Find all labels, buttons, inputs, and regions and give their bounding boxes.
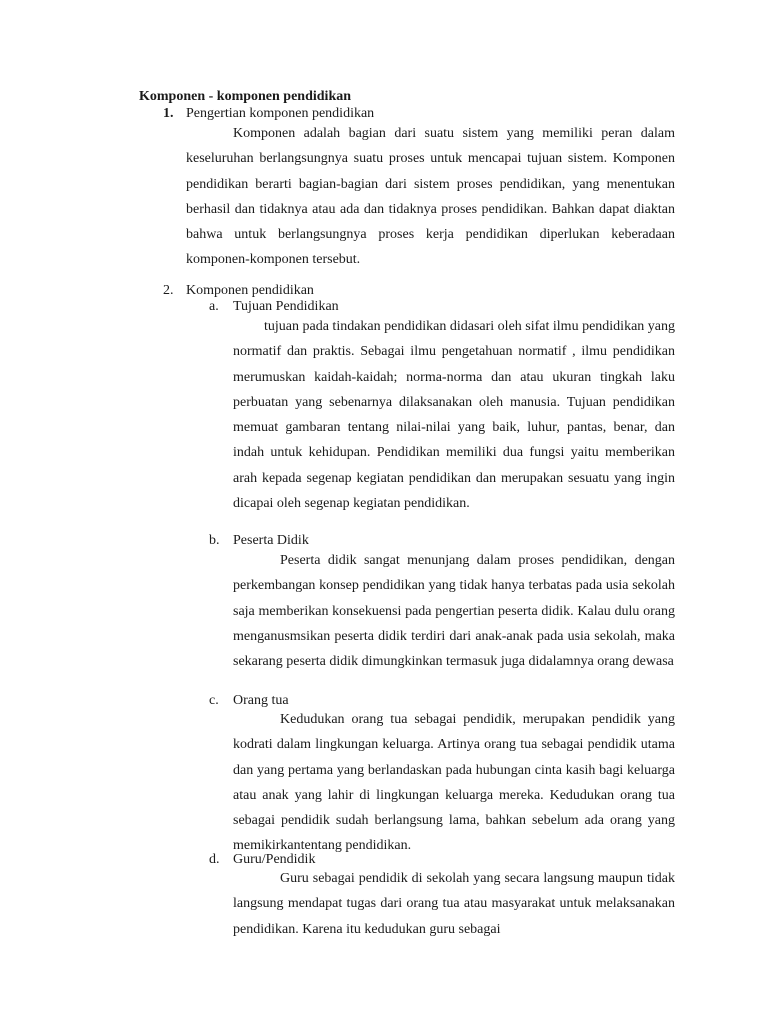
section2-number: 2. bbox=[163, 283, 174, 298]
item-d-heading: Guru/Pendidik bbox=[233, 852, 316, 867]
section1-heading: Pengertian komponen pendidikan bbox=[186, 106, 375, 121]
item-a-paragraph: tujuan pada tindakan pendidikan didasari oleh sifat ilmu pendidikan yang normatif dan praktis. Sebagai ilmu pengetahuan normatif , ilmu pendidikan merumuskan kaidah-kaidah; norma-norma dan atau ukuran tingkah laku perbuatan yang sebenarnya dilaksanakan oleh manusia. Tujuan pendidikan memuat gambaran tentang nilai-nilai yang baik, luhur, pantas, benar, dan indah untuk kehidupan. Pendidikan memiliki dua fungsi yaitu memberikan arah kepada segenap kegiatan pendidikan dan merupakan sesuatu yang ingin dicapai oleh segenap kegiatan pendidikan. bbox=[233, 319, 675, 512]
item-c-paragraph: Kedudukan orang tua sebagai pendidik, merupakan pendidik yang kodrati dalam lingkungan keluarga. Artinya orang tua sebagai pendidik utama dan yang pertama yang berlandaskan pada hubungan cinta kasih bagi keluarga atau anak yang lahir di lingkungan keluarga mereka. Kedudukan orang tua sebagai pendidik sudah berlangsung lama, bahkan sebelum ada orang yang memikirkantentang pendidikan. bbox=[233, 712, 675, 854]
item-b-letter: b. bbox=[209, 533, 220, 548]
document-title: Komponen - komponen pendidikan bbox=[139, 89, 352, 104]
item-a-letter: a. bbox=[209, 299, 219, 314]
item-d-letter: d. bbox=[209, 852, 220, 867]
section1-number: 1. bbox=[163, 106, 174, 121]
item-d-paragraph: Guru sebagai pendidik di sekolah yang secara langsung maupun tidak langsung mendapat tugas dari orang tua atau masyarakat untuk melaksanakan pendidikan. Karena itu kedudukan guru sebagai bbox=[233, 871, 675, 937]
item-b-heading: Peserta Didik bbox=[233, 533, 309, 548]
item-c-letter: c. bbox=[209, 693, 219, 708]
section1-paragraph: Komponen adalah bagian dari suatu sistem yang memiliki peran dalam keseluruhan berlangsungnya suatu proses untuk mencapai tujuan sistem. Komponen pendidikan berarti bagian-bagian dari sistem proses pendidikan, yang menentukan berhasil dan tidaknya atau ada dan tidaknya proses pendidikan. Bahkan dapat diaktan bahwa untuk berlangsungnya proses kerja pendidikan diperlukan keberadaan komponen-komponen tersebut. bbox=[186, 126, 675, 268]
item-a-heading: Tujuan Pendidikan bbox=[233, 299, 339, 314]
item-c-heading: Orang tua bbox=[233, 693, 289, 708]
item-b-paragraph: Peserta didik sangat menunjang dalam proses pendidikan, dengan perkembangan konsep pendidikan yang tidak hanya terbatas pada usia sekolah saja memberikan konsekuensi pada pengertian peserta didik. Kalau dulu orang menganusmsikan peserta didik terdiri dari anak-anak pada usia sekolah, maka sekarang peserta didik dimungkinkan termasuk juga didalamnya orang dewasa bbox=[233, 553, 675, 670]
section2-heading: Komponen pendidikan bbox=[186, 283, 314, 298]
